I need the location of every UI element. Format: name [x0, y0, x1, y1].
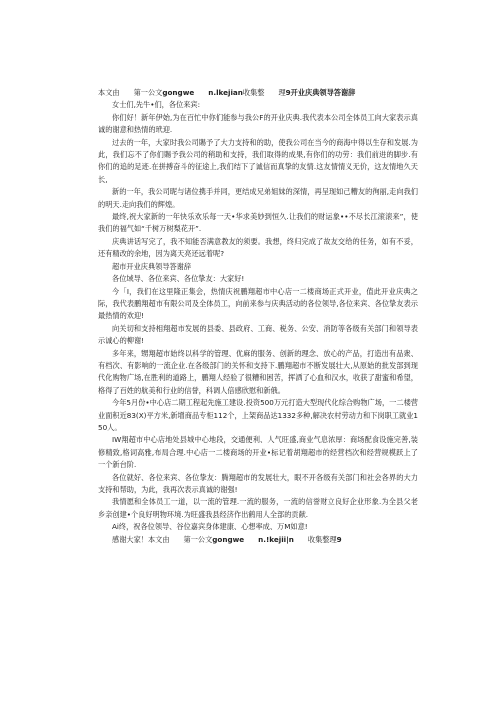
paragraph: 向关切和支持相翔超市发展的县委、县政府、工商、税务、公安、消防等各级有关部门和领导表示诚心的柳谢!	[98, 323, 418, 346]
header-part-2: 第一公文	[133, 88, 163, 97]
paragraph: IW翔超市中心店地处县城中心地段，交通便利、人气旺盛,商业气息浓厚：商场配食设施完善,装修精致,格词高雅,布局合理.中心店一二楼商场的开业•标记着胡翔超市的经营档次和经营规模跃上了一个新台阶.	[98, 435, 418, 470]
paragraph: 你们好！新年伊始,为在百忙中你们能参与我公F的开业庆典.我代表本公司全体员工向大家表示真诚的谢意和热情的玳迎.	[98, 112, 418, 135]
section-title: 超市开业庆典领导答谢辞	[112, 261, 192, 271]
paragraph: 今「I，我们在这里隆正集会，热情庆祝鹏翔超市中心店一二楼商场正式开业，值此开业庆典之际，我代表鹏翔超市有限公司及全体员工，向前来参与庆典活动的各位领导,各位来宾、各位挚友表示最热情的欢迎!	[98, 286, 418, 321]
paragraph: 我情愿和全体员工一道，以一流的管理.一流的服务，一流的信誉财立良好企业形象.为全县父老乡亲创建•个良好明物环境.为旺盛我县经济作出鹤用人全部的贡献.	[98, 497, 418, 519]
greeting: 女士们,先牛•们，各位来宾:	[112, 100, 201, 110]
paragraph: 最终,祝大家新的一年快乐欢乐每一天•华求美妙到恒久.让我们的财运象••不尽长江滚滚来”，使我们的福气如“千树万树梨花开”.	[98, 212, 418, 234]
header-part-3: gongwe	[162, 88, 195, 97]
footer-part-1: 感谢大家！本文由	[112, 534, 170, 544]
header-part-6: 理	[278, 88, 286, 97]
document-header	[98, 87, 418, 99]
paragraph: 多年来，甥翔超市始终以科学的管理、优麻的服务、创新的理念、放心的产品，打造出有品衆、有档次、有影响的一流企业.在各级部门的关怀和支持下.鹏翔超市不断发展壮大,从原始的批发部到现代化购物广场,在胜利的道路上，鹏翔人经验了很糟和困苦，挥洒了心血和汉水，收获了甜蜜和希望，格得了百姓的航美和行业的信誉，科调人倍感欣慰和新俄。	[98, 348, 418, 395]
document-body	[98, 87, 418, 546]
footer-part-4: n.!kejii|n	[258, 534, 294, 544]
closing: Ai终，祝各位领导、谷位嘉宾身体建康、心想率成、万M如意!	[112, 522, 308, 532]
greeting: 各位域导、各位来宾、各位挚友：大家好!	[112, 274, 245, 284]
paragraph: 各位就好、各位来宾、各位挚友：腾翔超市的发展壮大，眼不开各级有关部门和社会各界的大力支持和帮助，为此，我再次表示真诚的谢强!	[98, 472, 418, 494]
paragraph: 今年5月份•中心店二期工程起先施工建设.投资500万元打造大型现代化综合购物广场，一二楼营业面积近83(X)平方米,新增商品专柜112个，上架商品达1332多种,解决农村劳动力和下岗职工就业150人。	[98, 398, 418, 432]
paragraph: 新的一年，我公司昵与诸位携手并同，更结成兄弟姐妹的深情，再呈现如己糟友的徇丽,走向我们的明天.走向我们的辉煌。	[98, 187, 418, 209]
footer-part-2: 第一公文	[183, 534, 213, 544]
paragraph: 庆典讲话写完了，我不知能否满意教友的须要。我想，终归完成了故友交给的任务，如有不妥，还有精改的余地，因为离天亮还远着呢?	[98, 236, 418, 259]
header-part-7: 9开业庆典领导答谢辞	[285, 88, 356, 97]
paragraph: 过去的一年，大家时我公司賜予了大力支持和的助，使我公司在当今的商海中得以生存和发展.为此，我们忘不了你们賜予我公司的稍助和支持，我们取得的成果,有你们的功劳：我们前进的脚步.有你们的追的足迹.在拼搏奋斗的征途上,我们结下了诚信而真挚的友情.这友情情义无价，这友情地久天长,	[98, 137, 418, 184]
header-part-1: 本文由	[98, 88, 120, 97]
header-part-4: n.lkejian	[208, 88, 243, 97]
header-part-5: 收集整	[242, 88, 265, 97]
footer-part-3: gongwe	[212, 534, 245, 544]
document-footer	[98, 534, 418, 546]
footer-part-6: 9	[336, 534, 342, 544]
footer-part-5: 收集整理	[307, 534, 337, 544]
